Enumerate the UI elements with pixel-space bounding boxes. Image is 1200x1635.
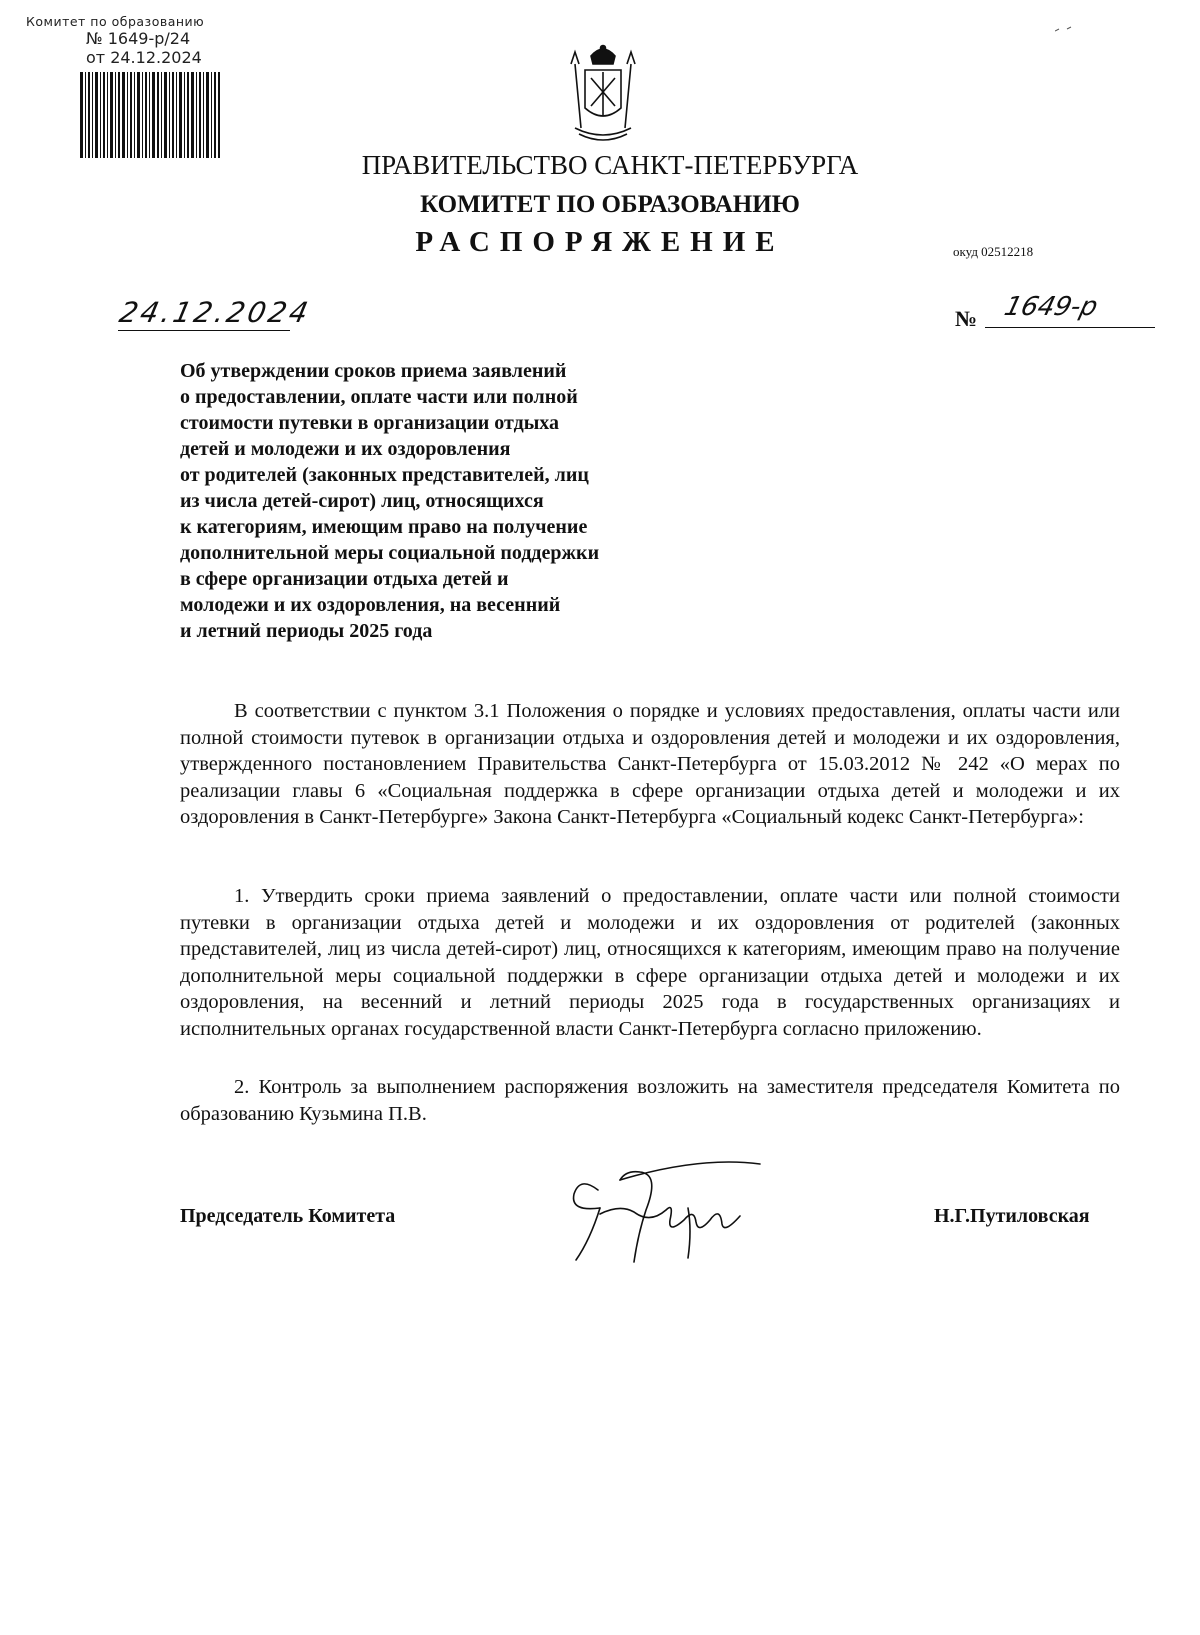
- okud-code: окуд 02512218: [953, 244, 1034, 259]
- date-underline: [118, 330, 290, 331]
- stamp-date: от 24.12.2024: [86, 48, 202, 67]
- scan-mark: [1055, 26, 1073, 32]
- government-title: ПРАВИТЕЛЬСТВО САНКТ-ПЕТЕРБУРГА: [361, 150, 859, 180]
- stamp-number: № 1649-р/24: [86, 29, 191, 48]
- committee-title: КОМИТЕТ ПО ОБРАЗОВАНИЮ: [420, 191, 800, 218]
- coat-of-arms-icon: [561, 42, 645, 146]
- barcode: [80, 72, 220, 158]
- item-2-paragraph: 2. Контроль за выполнением распоряжения возложить на заместителя председателя Комитета по образованию Кузьмина П.В.: [180, 1076, 1120, 1125]
- preamble-paragraph: В соответствии с пунктом 3.1 Положения о порядке и условиях предоставления, оплаты части или полной стоимости путевок в организации отдыха и оздоровления детей и молодежи и их оздоровления, утвержденного постановлением Правительства Санкт-Петербурга от 15.03.2012 № 242 «О мерах по реализации главы 6 «Социальная поддержка в сфере организации отдыха детей и молодежи и их оздоровления в Санкт-Петербурге» Закона Санкт-Петербурга «Социальный кодекс Санкт-Петербурга»:: [180, 700, 1120, 828]
- registration-stamp: [26, 14, 266, 67]
- stamp-organization: Комитет по образованию: [26, 14, 205, 29]
- handwritten-date: 24.12.2024: [116, 296, 314, 329]
- number-underline: [985, 327, 1155, 328]
- number-label: №: [955, 306, 978, 331]
- item-1-paragraph: 1. Утвердить сроки приема заявлений о предоставлении, оплате части или полной стоимости путевки в организации отдыха детей и молодежи и их оздоровления от родителей (законных представителей, лиц из числа детей-сирот) лиц, относящихся к категориям, имеющим право на получение дополнительной меры социальной поддержки в сфере организации отдыха детей и молодежи и их оздоровления, на весенний и летний периоды 2025 года в государственных организациях и исполнительных органах государственной власти Санкт-Петербурга согласно приложению.: [180, 885, 1120, 1040]
- handwritten-signature: [560, 1150, 800, 1270]
- signatory-name: Н.Г.Путиловская: [934, 1205, 1090, 1227]
- document-type: РАСПОРЯЖЕНИЕ: [415, 226, 785, 258]
- handwritten-number: 1649-р: [1001, 292, 1101, 322]
- document-subject: Об утверждении сроков приема заявлений о предоставлении, оплате части или полной стоимости путевки в организации отдыха детей и молодежи и их оздоровления от родителей (законных представителей, лиц из числа детей-сирот) лиц, относящихся к категориям, имеющим право на получение дополнительной меры социальной поддержки в сфере организации отдыха детей и молодежи и их оздоровления, на весенний и летний периоды 2025 года: [180, 360, 600, 642]
- signatory-title: Председатель Комитета: [180, 1205, 396, 1227]
